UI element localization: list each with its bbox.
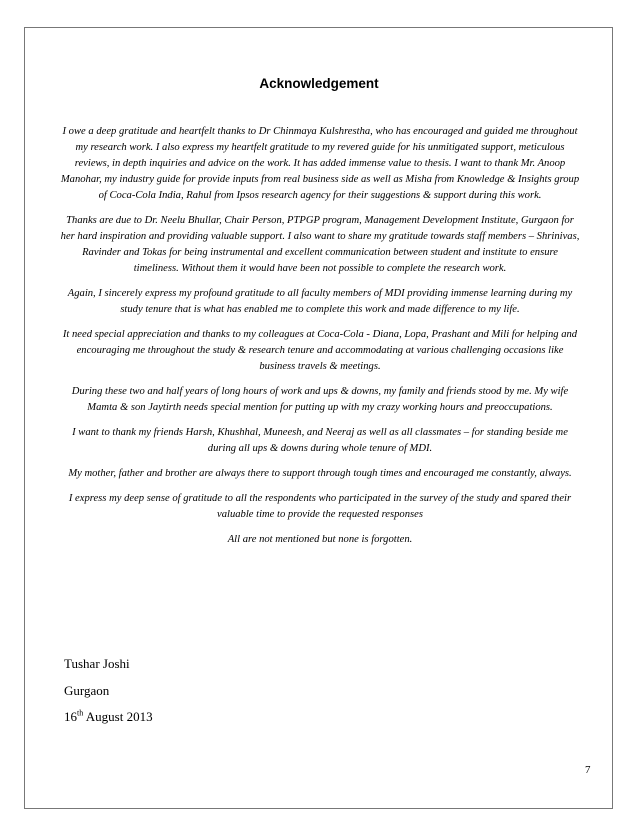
paragraph-3: Again, I sincerely express my profound gratitude to all faculty members of MDI providing immense learning during my study tenure that is what has enabled me to complete this work and made difference to my life. xyxy=(67,288,573,315)
paragraph-4: It need special appreciation and thanks to my colleagues at Coca-Cola - Diana, Lopa, Prashant and Mili for helping and encouraging me throughout the study & research tenure and accommodating at various challenging occasions like business travels & meetings. xyxy=(62,329,578,372)
date-rest: August 2013 xyxy=(83,709,153,724)
paragraph-7: My mother, father and brother are always there to support through tough times and encouraged me constantly, always. xyxy=(68,468,572,479)
acknowledgement-body xyxy=(60,124,580,557)
paragraph-5: During these two and half years of long hours of work and ups & downs, my family and friends stood by me. My wife Mamta & son Jaytirth needs special mention for putting up with my crazy working hours and preoccupations. xyxy=(71,386,569,413)
signature-date xyxy=(64,709,153,725)
signature-name: Tushar Joshi xyxy=(64,656,130,671)
date-suffix: th xyxy=(77,708,84,718)
page-title: Acknowledgement xyxy=(259,76,379,91)
paragraph-2: Thanks are due to Dr. Neelu Bhullar, Chair Person, PTPGP program, Management Development Institute, Gurgaon for her hard inspiration and providing valuable support. I also want to share my gratitude towards staff members – Shrinivas, Ravinder and Tokas for being instrumental and excellent communication between student and institute to ensure timeliness. Without them it would have been not possible to complete the research work. xyxy=(60,215,580,274)
signature-place: Gurgaon xyxy=(64,683,110,698)
paragraph-6: I want to thank my friends Harsh, Khushhal, Muneesh, and Neeraj as well as all classmates – for standing beside me during all ups & downs during whole tenure of MDI. xyxy=(72,427,568,454)
paragraph-9: All are not mentioned but none is forgotten. xyxy=(227,534,413,545)
page-number: 7 xyxy=(585,764,591,776)
paragraph-8: I express my deep sense of gratitude to all the respondents who participated in the survey of the study and spared their valuable time to provide the requested responses xyxy=(68,493,572,520)
paragraph-1: I owe a deep gratitude and heartfelt thanks to Dr Chinmaya Kulshrestha, who has encouraged and guided me throughout my research work. I also express my heartfelt gratitude to my revered guide for his unmitigated support, meticulous reviews, in depth inquiries and advice on the work. It has added immense value to thesis. I want to thank Mr. Anoop Manohar, my industry guide for provide inputs from real business side as well as Misha from Knowledge & Insights group of Coca-Cola India, Rahul from Ipsos research agency for their suggestions & support during this work. xyxy=(60,126,580,201)
date-day: 16 xyxy=(64,709,77,724)
